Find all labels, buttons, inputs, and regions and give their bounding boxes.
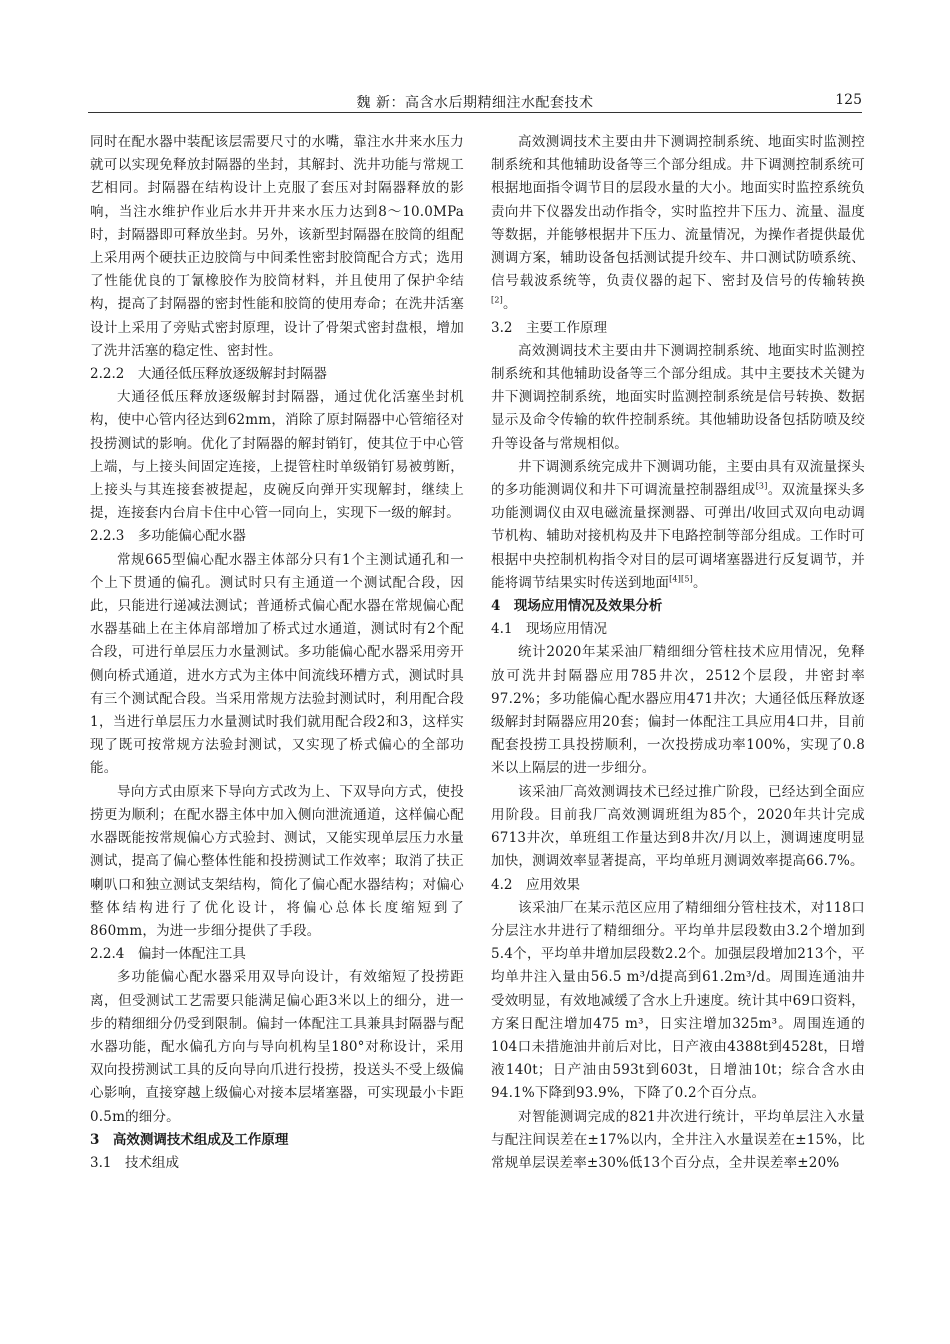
section-heading-3: 3 高效测调技术组成及工作原理 [90, 1131, 289, 1148]
paragraph [491, 456, 865, 595]
paragraph-text: 高效测调技术主要由井下测调控制系统、地面实时监测控制系统和其他辅助设备等三个部分组成。井下调测控制系统可根据地面指令调节目的层段水量的大小。地面实时监控系统负责向井下仪器发出动作指令，实时监控井下压力、流量、温度等数据，并能够根据井下压力、流量情况，为操作者提供最优测调方案，辅助设备包括测试提升绞车、井口测试防喷系统、信号载波系统等，负责仪器的起下、密封及信号的传输转换 [491, 134, 865, 290]
paragraph: 高效测调技术主要由井下测调控制系统、地面实时监测控制系统和其他辅助设备等三个部分组成。其中主要技术关键为井下测调控制系统，地面实时监测控制系统是信号转换、数据显示及命令传输的软件控制系统。其他辅助设备包括防喷及绞升等设备与常规相似。 [491, 342, 865, 452]
page-number: 125 [835, 92, 862, 108]
paragraph-text: 井下调测系统完成井下测调功能，主要由具有双流量探头的多功能测调仪和井下可调流量控制器组成 [491, 458, 865, 499]
paragraph: 常规665型偏心配水器主体部分只有1个主测试通孔和一个上下贯通的偏孔。测试时只有主通道一个测试配合段，因此，只能进行递减法测试；普通桥式偏心配水器在常规偏心配水器基础上在主体肩部增加了桥式过水通道，测试时有2个配合段，可进行单层压力水量测试。多功能偏心配水器采用旁开侧向桥式通道，进水方式为主体中间流线环槽方式，测试时具有三个测试配合段。当采用常规方法验封测试时，利用配合段1，当进行单层压力水量测试时我们就用配合段2和3，这样实现了既可按常规方法验封测试，又实现了桥式偏心的全部功能。 [90, 551, 464, 777]
paragraph: 对智能测调完成的821井次进行统计，平均单层注入水量与配注间误差在±17%以内，全井注入水量误差在±15%，比常规单层误差率±30%低13个百分点，全井误差率±20% [491, 1108, 865, 1171]
section-heading-3-2: 3.2 主要工作原理 [491, 319, 607, 336]
section-heading-4-2: 4.2 应用效果 [491, 876, 580, 893]
section-heading-3-1: 3.1 技术组成 [90, 1154, 179, 1171]
citation: [2] [491, 295, 503, 305]
section-heading-4: 4 现场应用情况及效果分析 [491, 598, 663, 615]
paragraph: 统计2020年某采油厂精细细分管柱技术应用情况，免释放可洗井封隔器应用785井次，2512个层段，井密封率97.2%；多功能偏心配水器应用471井次；大通径低压释放逐级解封封隔器应用20套；偏封一体配注工具应用4口井，目前配套投捞工具投捞顺利，一次投捞成功率100%，实现了0.8米以上隔层的进一步细分。 [491, 644, 865, 777]
running-header [88, 90, 862, 113]
citation: [3] [755, 481, 768, 491]
paragraph: 导向方式由原来下导向方式改为上、下双导向方式，使投捞更为顺利；在配水器主体中加入侧向泄流通道，这样偏心配水器既能按常规偏心方式验封、测试，又能实现单层压力水量测试，提高了偏心整体性能和投捞测试工作效率；取消了扶正喇叭口和独立测试支架结构，简化了偏心配水器结构；对偏心整体结构进行了优化设计，将偏心总体长度缩短到了860mm，为进一步细分提供了手段。 [90, 783, 464, 939]
paragraph-end: 。 [502, 296, 517, 313]
right-column [491, 131, 865, 1175]
citation: [4][5] [669, 574, 693, 584]
paragraph-text: 。双流量探头多功能测调仪由双电磁流量探测器、可弹出/收回式双向电动调节机构、辅助对接机构及井下电路控制等部分组成。工作时可根据中央控制机构指令对目的层可调堵塞器进行反复调节，并能将调节结果实时传送到地面 [491, 482, 865, 591]
running-header-title: 魏 新：高含水后期精细注水配套技术 [356, 95, 594, 111]
left-column [90, 131, 464, 1175]
paragraph-end: 。 [692, 574, 707, 591]
section-heading-4-1: 4.1 现场应用情况 [491, 621, 607, 638]
paragraph: 同时在配水器中装配该层需要尺寸的水嘴，靠注水井来水压力就可以实现免释放封隔器的坐封，其解封、洗井功能与常规工艺相同。封隔器在结构设计上克服了套压对封隔器释放的影响，当注水维护作业后水井开井来水压力达到8～10.0MPa时，封隔器即可释放坐封。另外，该新型封隔器在胶筒的组配上采用两个硬扶正边胶筒与中间柔性密封胶筒配合方式；选用了性能优良的丁氰橡胶作为胶筒材料，并且使用了保护伞结构，提高了封隔器的密封性能和胶筒的使用寿命；在洗井活塞设计上采用了旁贴式密封原理，设计了骨架式密封盘根，增加了洗井活塞的稳定性、密封性。 [90, 134, 464, 359]
section-heading-2-2-3: 2.2.3 多功能偏心配水器 [90, 528, 246, 545]
paragraph: 该采油厂在某示范区应用了精细细分管柱技术，对118口分层注水井进行了精细细分。平均单井层段数由3.2个增加到5.4个，平均单井增加层段数2.2个。加强层段增加213个，平均单井注入量由56.5 m³/d提高到61.2m³/d。周围连通油井受效明显，有效地减缓了含水上升速度。统计其中69口资料，方案日配注增加475 m³，日实注增加325m³。周围连通的104口未措施油井前后对比，日产液由4388t到4528t，日增液140t；日产油由593t到603t，日增油10t；综合含水由94.1%下降到93.9%，下降了0.2个百分点。 [491, 899, 865, 1102]
paragraph: 大通径低压释放逐级解封封隔器，通过优化活塞坐封机构，使中心管内径达到62mm，消除了原封隔器中心管缩径对投捞测试的影响。优化了封隔器的解封销钉，使其位于中心管上端，与上接头间固定连接，上提管柱时单级销钉易被剪断，上接头与其连接套被提起，皮碗反向弹开实现解封，继续上提，连接套内台肩卡住中心管一同向上，实现下一级的解封。 [90, 389, 464, 522]
section-heading-2-2-4: 2.2.4 偏封一体配注工具 [90, 946, 246, 963]
paragraph [491, 131, 865, 317]
paragraph: 多功能偏心配水器采用双导向设计，有效缩短了投捞距离，但受测试工艺需要只能满足偏心距3米以上的细分，进一步的精细细分仍受到限制。偏封一体配注工具兼具封隔器与配水器功能，配水偏孔方向与导向机构呈180°对称设计，采用双向投捞测试工具的反向导向爪进行投捞，投送头不受上级偏心影响，直接穿越上级偏心对接本层堵塞器，可实现最小卡距0.5m的细分。 [90, 969, 464, 1125]
section-heading-2-2-2: 2.2.2 大通径低压释放逐级解封封隔器 [90, 366, 327, 383]
paragraph: 该采油厂高效测调技术已经过推广阶段，已经达到全面应用阶段。目前我厂高效测调班组为85个，2020年共计完成6713井次，单班组工作量达到8井次/月以上，测调速度明显加快，测调效率显著提高，平均单班月测调效率提高66.7%。 [491, 783, 865, 870]
